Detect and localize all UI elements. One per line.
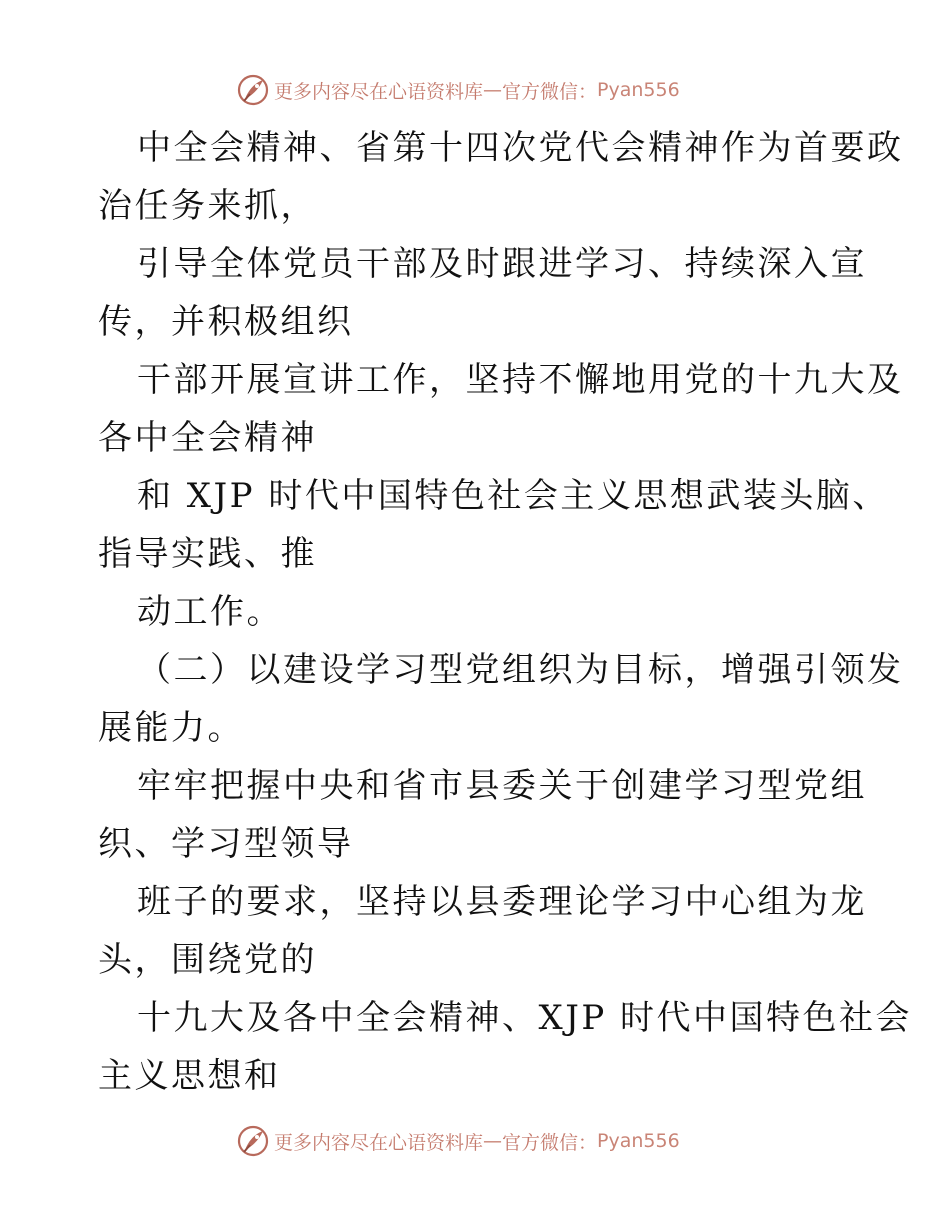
body-line: 传，并积极组织	[98, 302, 354, 342]
footer-watermark-banner	[236, 1124, 680, 1158]
banner-wechat-id: Pyan556	[597, 79, 680, 101]
body-line: 各中全会精神	[98, 418, 317, 458]
body-line: 和 XJP 时代中国特色社会主义思想武装头脑、	[137, 476, 889, 516]
banner-separator: —	[483, 79, 503, 101]
body-line: 引导全体党员干部及时跟进学习、持续深入宣	[137, 244, 867, 284]
banner-separator: —	[483, 1130, 503, 1152]
body-line: 班子的要求，坚持以县委理论学习中心组为龙	[137, 882, 867, 922]
body-line: 牢牢把握中央和省市县委关于创建学习型党组	[137, 766, 867, 806]
body-line: 中全会精神、省第十四次党代会精神作为首要政	[137, 128, 904, 168]
banner-site-text: 更多内容尽在心语资料库	[274, 1131, 484, 1154]
banner-wechat-label: 官方微信：	[502, 80, 598, 103]
body-line: 头，围绕党的	[98, 940, 317, 980]
body-line: 动工作。	[137, 592, 283, 632]
body-line: （二）以建设学习型党组织为目标，增强引领发	[137, 650, 904, 690]
body-line: 十九大及各中全会精神、XJP 时代中国特色社会	[137, 998, 913, 1038]
banner-site-text: 更多内容尽在心语资料库	[274, 80, 484, 103]
feather-pen-logo-icon	[236, 1124, 270, 1158]
body-line: 主义思想和	[98, 1056, 281, 1096]
banner-wechat-id: Pyan556	[597, 1130, 680, 1152]
body-line: 干部开展宣讲工作，坚持不懈地用党的十九大及	[137, 360, 904, 400]
body-line: 指导实践、推	[98, 534, 317, 574]
body-line: 治任务来抓，	[98, 186, 317, 226]
body-line: 织、学习型领导	[98, 824, 354, 864]
body-line: 展能力。	[98, 708, 244, 748]
banner-wechat-label: 官方微信：	[502, 1131, 598, 1154]
